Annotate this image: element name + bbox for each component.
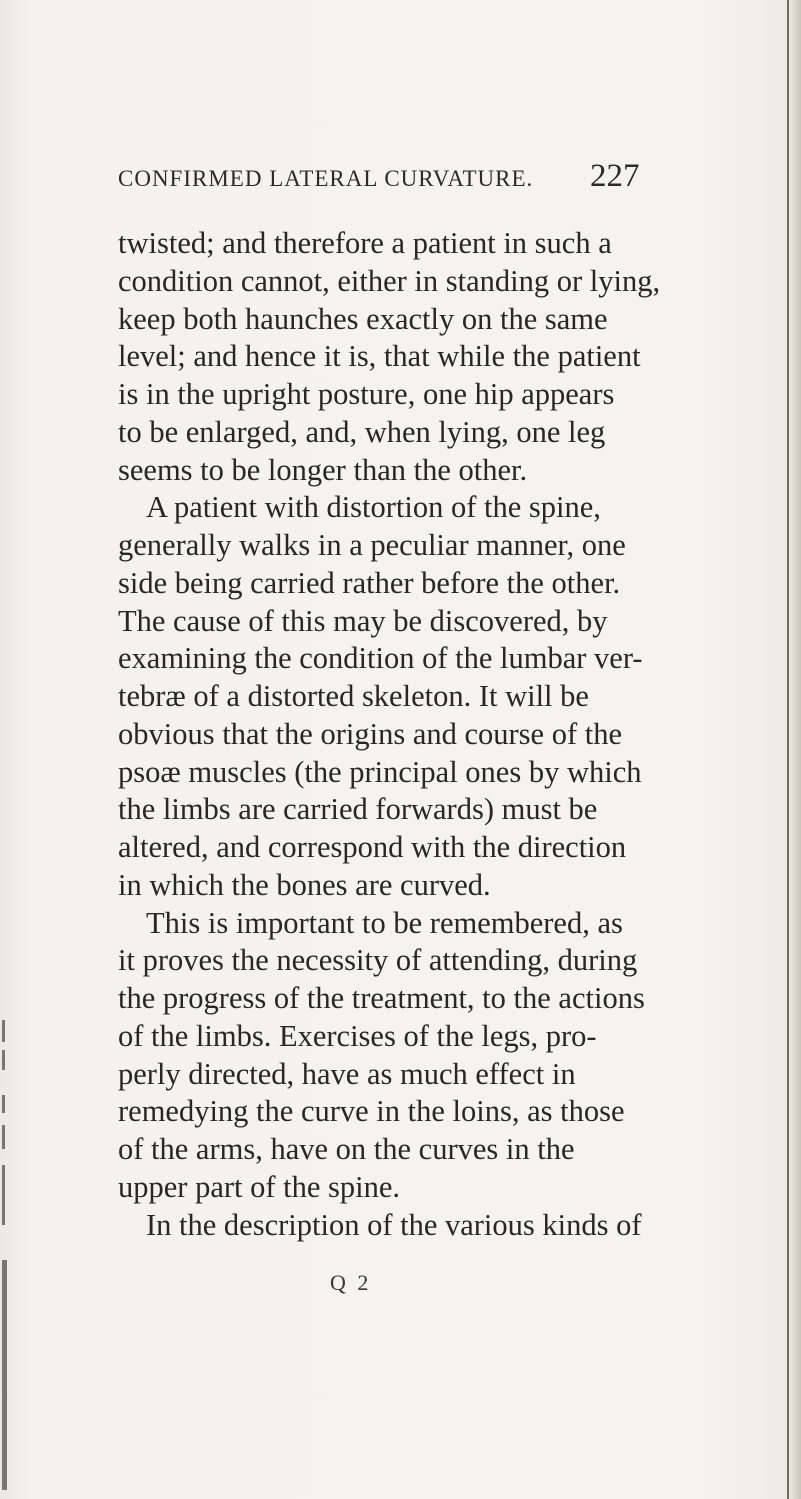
running-head — [118, 158, 658, 200]
binding-mark — [2, 1165, 5, 1225]
running-title: CONFIRMED LATERAL CURVATURE. — [118, 166, 534, 191]
text-line: generally walks in a peculiar manner, one — [118, 528, 626, 562]
text-line: the limbs are carried forwards) must be — [118, 792, 598, 826]
text-line: it proves the necessity of attending, during — [118, 943, 638, 977]
page-number: 227 — [590, 158, 640, 194]
text-line: psoæ muscles (the principal ones by which — [118, 755, 642, 789]
text-line: level; and hence it is, that while the patient — [118, 339, 641, 373]
binding-mark — [2, 1125, 5, 1149]
text-line: perly directed, have as much effect in — [118, 1057, 576, 1091]
text-line: twisted; and therefore a patient in such a — [118, 226, 612, 260]
binding-mark — [2, 1260, 7, 1490]
binding-mark — [2, 1050, 5, 1070]
text-line: obvious that the origins and course of the — [118, 717, 622, 751]
binding-mark — [2, 1020, 5, 1042]
text-line: is in the upright posture, one hip appears — [118, 377, 615, 411]
text-line: A patient with distortion of the spine, — [146, 490, 601, 524]
signature-mark: Q 2 — [330, 1270, 372, 1295]
text-line: condition cannot, either in standing or lying, — [118, 264, 661, 298]
text-line: upper part of the spine. — [118, 1170, 401, 1204]
text-line: remedying the curve in the loins, as those — [118, 1094, 625, 1128]
text-line: keep both haunches exactly on the same — [118, 302, 608, 336]
text-line: of the limbs. Exercises of the legs, pro- — [118, 1019, 597, 1053]
text-line: the progress of the treatment, to the actions — [118, 981, 645, 1015]
page-edge-right — [787, 0, 801, 1499]
text-line: tebræ of a distorted skeleton. It will be — [118, 679, 589, 713]
binding-mark — [2, 1095, 5, 1113]
text-line: examining the condition of the lumbar ver- — [118, 641, 643, 675]
text-line: in which the bones are curved. — [118, 868, 491, 902]
text-line: altered, and correspond with the direction — [118, 830, 627, 864]
text-line: of the arms, have on the curves in the — [118, 1132, 575, 1166]
text-line: In the description of the various kinds of — [146, 1208, 642, 1242]
page-edge-line — [787, 0, 789, 1499]
text-line: This is important to be remembered, as — [146, 906, 623, 940]
text-line: side being carried rather before the other. — [118, 566, 621, 600]
text-line: The cause of this may be discovered, by — [118, 604, 608, 638]
text-line: seems to be longer than the other. — [118, 453, 528, 487]
text-line: to be enlarged, and, when lying, one leg — [118, 415, 606, 449]
